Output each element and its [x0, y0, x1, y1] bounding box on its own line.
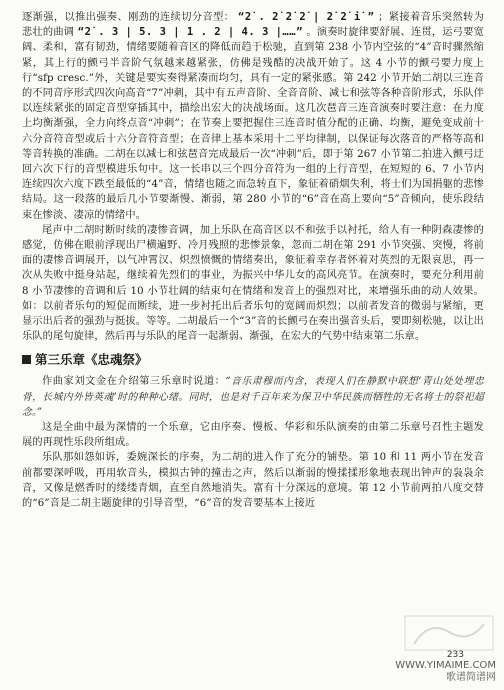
paragraph-movement-two-climax: [22, 10, 484, 223]
paragraph-introduction: 乐队那如怨如诉，委婉深长的序奏，为二胡的进入作了充分的铺垫。第 10 和 11 两小节在发音前都要深呼吸，再用软音头，模拟古钟的撞击之声，然后以渐弱的慢揉揉形象地表现出钟声的袅袅余音，又像是燃香时的缕缕青烟，直至自然地消失。富有十分深远的意境。第 12 小节前两拍八度交替的“6”音是二胡主题旋律的引导音型，“6”音的发音要基本上接近: [22, 452, 484, 510]
page-number: 233: [446, 650, 464, 660]
site-footer: [395, 660, 496, 684]
music-notation: “2̇ . 2̇ 2̇ 2̇ | 2̇ 2̇ i̇ ”: [238, 11, 375, 23]
quote-lead: 作曲家刘文金在介绍第三乐章时说道：: [42, 376, 226, 388]
square-bullet-icon: [22, 355, 31, 364]
text-run: 。演奏时旋律要舒展、连贯，运弓要宽阔、柔和，富有韧劲，情绪要随着音区的降低而趋于松驰，直到第 238 小节内空弦的“4”音时骤然缩紧，其上行的颤弓半音阶气氛越来越紧张，仿佛是残酷的决战开始了。这 4 小节的颤弓要力度上行“sfp cresc.”外，关键是要实奏得紧凑而均匀，具有一定的紧张感。第 242 小节开始二胡以三连音的不同音序形式四次向高音“7”冲刺，其中有五声音阶、全音音阶、减七和弦等各种音阶形式，乐队伴以连续紧张的固定音型穿插其中，描绘出宏大的决战场面。这几次琶音三连音演奏时要注意：在力度上均衡渐强，全力向终点音“冲刺”；在节奏上要把握住三连音时值分配的正确、均衡，避免变成前十六分音符音型或后十六分音符音型；在音律上基本采用十二平均律制，以保证每次落音的严格等高和等音转换的准确。二胡在以减七和弦琶音完成最后一次“冲刺”后，即于第 267 小节第二拍进入颤弓迂回六次下行的音型模进乐句中。这一长串以三个四分音符为一组的上行音型，在短短的 6、7 小节内连续四次六度下跌至最低的“4”音，情绪也随之而急转直下，象征着硝烟失利，将士们为国捐躯的悲惨结局。这一段落的最后几小节要渐慢、渐弱，第 280 小节的“6”音在高上要向“5”音倾向，使乐段结束在惨淡、凄凉的情绪中。: [22, 27, 485, 221]
music-notation: “2̇ . 3 | 5. 3 | 1 . 2 | 4. 3 |……”: [77, 26, 303, 39]
text-run: 逐渐强，以推出强奏、刚劲的连续切分音型：: [22, 12, 235, 23]
watermark-logo-icon: [404, 614, 494, 652]
section-heading: [22, 350, 484, 368]
site-name: WWW.YIMAIME.COM: [395, 660, 496, 671]
composer-quote: “音乐肃穆而内含，表现人们在静默中联想‘青山处处埋忠骨，长城内外皆英魂’时的种种心绪。同时，也是对千百年来为保卫中华民族而牺牲的无名将士的祭祀超念。”: [22, 376, 484, 418]
section-title: 第三乐章《忠魂祭》: [35, 352, 148, 368]
paragraph-coda: 尾声中二胡时断时续的凄惨音调，加上乐队在高音区以不和弦手以衬托，给人有一种阴森凄惨的感觉，仿佛在眼前浮现出尸横遍野、冷月残照的悲惨景象，忽而二胡在第 291 小节突强、突慢，将前面的凄惨音调展开，以气冲霄汉、炽烈愤慨的情绪奏出，象征着幸存者怀着对英烈的无限哀思，再一次从失败中挺身站起，继续着先烈们的事业，为振兴中华儿女的高风亮节。在演奏时，要充分利用前 8 小节凄惨的音调和后 10 小节壮阔的结束句在情绪和发音上的强烈对比，来增强乐曲的动人效果。如：以前者乐句的短促而断续，进一步衬托出后者乐句的宽阔而炽烈；以前者发音的微弱与紧缩，更显示出后者的强劲与挺拔。等等。二胡最后一个“3”音的长颤弓在奏出强音头后，要即刻松驰，以让出乐队的尾句旋律，然后再与乐队的尾音一起渐弱、渐强，在宏大的气势中结束第二乐章。: [22, 224, 484, 343]
site-title: 歌谱简谱网: [446, 672, 496, 683]
page-content: [22, 10, 484, 511]
text-run: ；紧接着音乐突然转为悲壮的曲调: [22, 12, 485, 39]
paragraph-structure: 这是全曲中最为深情的一个乐章，它由序奏、慢板、华彩和乐队演奏的由第二乐章号召性主题发展的再现性乐段所组成。: [22, 422, 484, 449]
paragraph-quote: [22, 374, 484, 420]
